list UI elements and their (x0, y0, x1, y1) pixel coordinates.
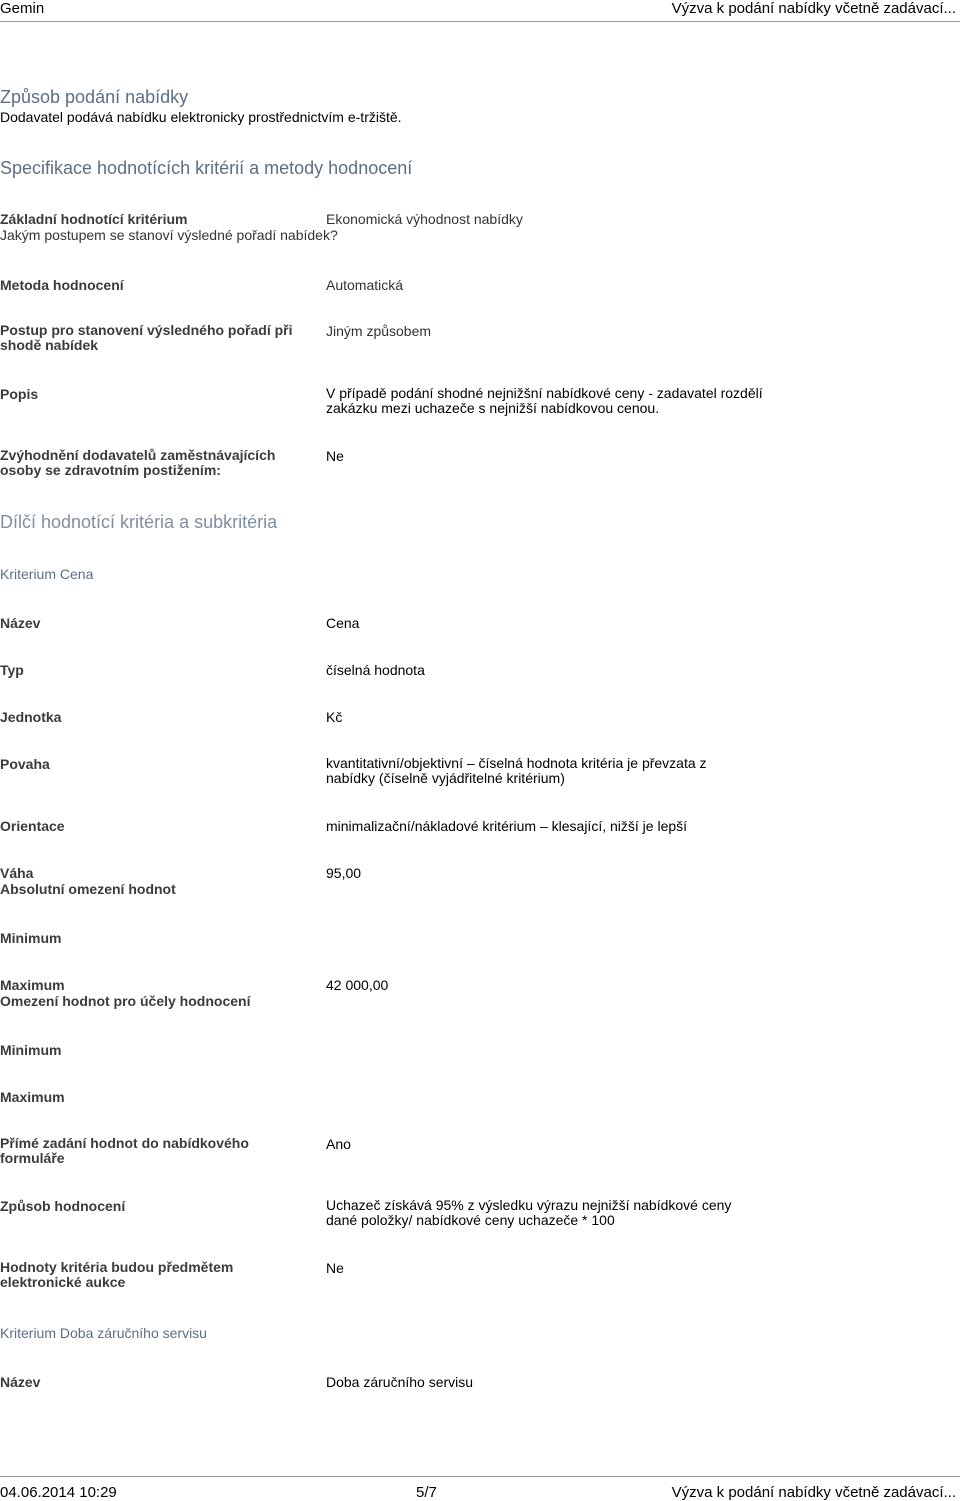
basic-criterion-label: Základní hodnotící kritérium (0, 211, 188, 227)
c1-unit-value: Kč (326, 709, 343, 725)
header-document-title: Výzva k podání nabídky včetně zadávací... (671, 0, 956, 17)
basic-criterion-value: Ekonomická výhodnost nabídky (326, 211, 523, 227)
ranking-question: Jakým postupem se stanoví výsledné pořadí nabídek? (0, 227, 338, 243)
footer-divider (0, 1476, 960, 1477)
c1-direct-entry-value: Ano (326, 1136, 351, 1152)
spec-heading: Specifikace hodnotících kritérií a metody hodnocení (0, 158, 413, 178)
submission-text: Dodavatel podává nabídku elektronicky prostřednictvím e-tržiště. (0, 109, 402, 125)
c1-name-label: Název (0, 615, 41, 631)
header-divider (0, 21, 960, 22)
c2-name-value: Doba záručního servisu (326, 1374, 474, 1390)
c1-auction-label: Hodnoty kritéria budou předmětem elektronické aukce (0, 1259, 234, 1290)
c1-eval-method-label: Způsob hodnocení (0, 1198, 126, 1214)
footer-date: 04.06.2014 10:29 (0, 1484, 117, 1501)
c1-name-value: Cena (326, 615, 360, 631)
c1-unit-label: Jednotka (0, 709, 62, 725)
criterion-warranty-heading: Kriterium Doba záručního servisu (0, 1325, 207, 1341)
description-value: V případě podání shodné nejnižšní nabídkové ceny - zadavatel rozdělí zakázku mezi uchazeče s nejnižší nabídkovou cenou. (326, 385, 763, 416)
c1-direct-entry-label: Přímé zadání hodnot do nabídkového formuláře (0, 1135, 249, 1166)
c1-eval-maximum-label: Maximum (0, 1089, 65, 1105)
c1-type-label: Typ (0, 662, 24, 678)
c1-eval-method-value: Uchazeč získává 95% z výsledku výrazu nejnižší nabídkové ceny dané položky/ nabídkové ceny uchazeče * 100 (326, 1197, 732, 1228)
c1-weight-label: Váha (0, 865, 34, 881)
c1-abs-minimum-label: Minimum (0, 930, 62, 946)
header-app-name: Gemin (0, 0, 45, 17)
footer-document-title: Výzva k podání nabídky včetně zadávací... (671, 1484, 956, 1501)
method-value: Automatická (326, 277, 404, 293)
tie-procedure-value: Jiným způsobem (326, 323, 432, 339)
c1-type-value: číselná hodnota (326, 662, 425, 678)
submission-heading: Způsob podání nabídky (0, 87, 189, 107)
tie-procedure-label: Postup pro stanovení výsledného pořadí při shodě nabídek (0, 322, 293, 353)
c1-orientation-label: Orientace (0, 818, 65, 834)
method-label: Metoda hodnocení (0, 277, 124, 293)
c1-eval-limits-label: Omezení hodnot pro účely hodnocení (0, 993, 251, 1009)
disabled-employment-value: Ne (326, 448, 344, 464)
c1-nature-value: kvantitativní/objektivní – číselná hodnota kritéria je převzata z nabídky (číselně vyjádřitelné kritérium) (326, 755, 707, 786)
description-label: Popis (0, 386, 39, 402)
c1-abs-maximum-label: Maximum (0, 977, 65, 993)
c1-orientation-value: minimalizační/nákladové kritérium – klesající, nižší je lepší (326, 818, 688, 834)
c1-nature-label: Povaha (0, 756, 50, 772)
disabled-employment-label: Zvýhodnění dodavatelů zaměstnávajících osoby se zdravotním postižením: (0, 447, 276, 478)
footer-page-number: 5/7 (416, 1484, 437, 1501)
c1-eval-minimum-label: Minimum (0, 1042, 62, 1058)
criterion-price-heading: Kriterium Cena (0, 566, 94, 582)
c1-absolute-limits-label: Absolutní omezení hodnot (0, 881, 176, 897)
c1-weight-value: 95,00 (326, 865, 362, 881)
partial-criteria-heading: Dílčí hodnotící kritéria a subkritéria (0, 512, 278, 532)
c1-abs-maximum-value: 42 000,00 (326, 977, 389, 993)
c1-auction-value: Ne (326, 1260, 344, 1276)
c2-name-label: Název (0, 1374, 41, 1390)
